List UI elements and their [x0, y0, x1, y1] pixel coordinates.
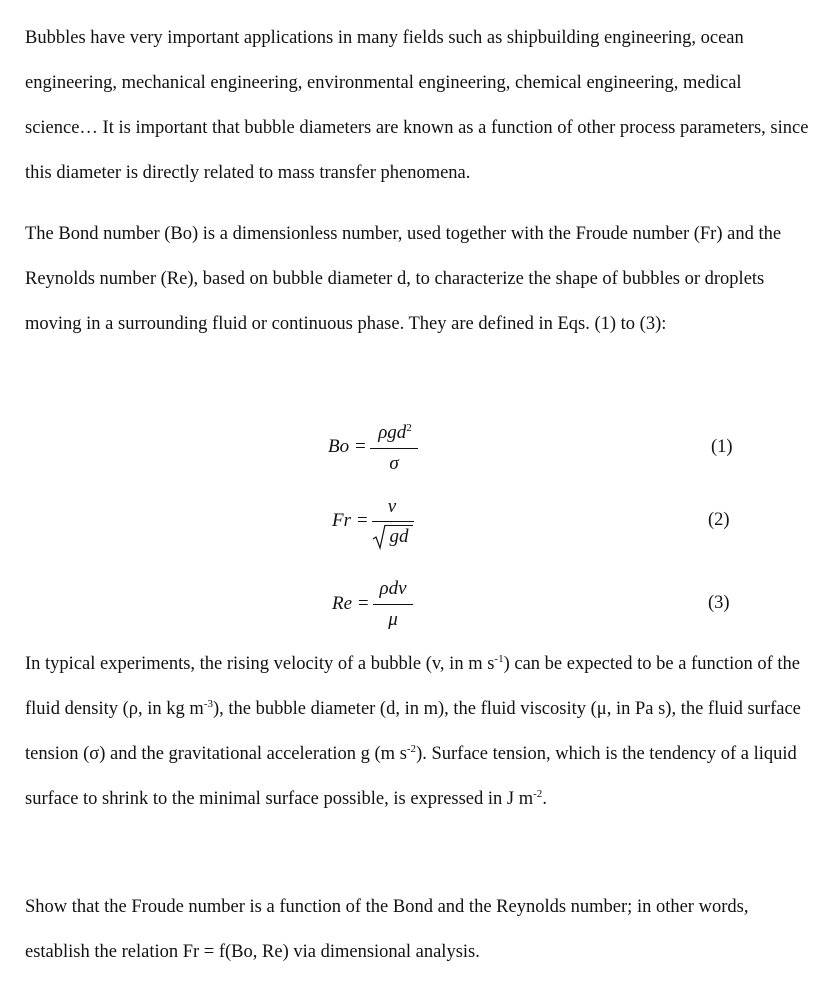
experiment-text-4: ). Surface tension, which is the tendency of a liquid surface to shrink to the minimal surface possible, is expressed in J m [25, 744, 797, 809]
equation-bond-lhs: Bo = [328, 436, 367, 457]
equation-froude-denominator: gd [389, 526, 409, 547]
task-paragraph: Show that the Froude number is a function of the Bond and the Reynolds number; in other words, establish the relation Fr = f(Bo, Re) via dimensional analysis. [25, 897, 749, 962]
square-root-icon [372, 524, 386, 550]
equation-number-3: (3) [708, 593, 730, 613]
equation-froude-fraction-bar [372, 521, 414, 522]
experiment-paragraph [25, 642, 815, 822]
equation-reynolds-denominator: μ [388, 609, 398, 630]
equation-number-2: (2) [708, 510, 730, 530]
equation-froude-numerator: v [387, 496, 397, 517]
experiment-text-1: In typical experiments, the rising velocity of a bubble (v, in m s [25, 654, 495, 674]
equation-reynolds-lhs: Re = [332, 593, 370, 614]
intro-paragraph: Bubbles have very important applications in many fields such as shipbuilding engineering, ocean engineering, mechanical engineering, environmental engineering, chemical engineering, medical science… It is important that bubble diameters are known as a function of other process parameters, since this diameter is directly related to mass transfer phenomena. [25, 28, 809, 183]
equation-bond-denominator: σ [389, 453, 399, 474]
equation-bond-fraction-bar [370, 448, 418, 449]
equation-number-1: (1) [711, 437, 733, 457]
experiment-text-3: ), the bubble diameter (d, in m), the fluid viscosity (μ, in Pa s), the fluid surface tension (σ) and the gravitational acceleration g (m s [25, 699, 801, 764]
unit-exponent-3: -2 [406, 743, 417, 755]
experiment-text-2: ) can be expected to be a function of the fluid density (ρ, in kg m [25, 654, 800, 719]
unit-exponent-2: -3 [203, 698, 213, 710]
equation-bond-numerator: ρgd [378, 422, 407, 443]
equation-reynolds-numerator: ρdv [379, 578, 407, 599]
equation-froude-lhs: Fr = [332, 510, 369, 531]
unit-exponent-4: -2 [533, 788, 543, 800]
equation-reynolds-fraction-bar [373, 604, 413, 605]
equation-bond-numerator-exponent: 2 [406, 422, 412, 434]
experiment-text-5: . [542, 789, 547, 809]
bond-number-paragraph: The Bond number (Bo) is a dimensionless number, used together with the Froude number (Fr) and the Reynolds number (Re), based on bubble diameter d, to characterize the shape of bubbles or droplets moving in a surrounding fluid or continuous phase. They are defined in Eqs. (1) to (3): [25, 224, 782, 334]
unit-exponent-1: -1 [494, 653, 504, 665]
